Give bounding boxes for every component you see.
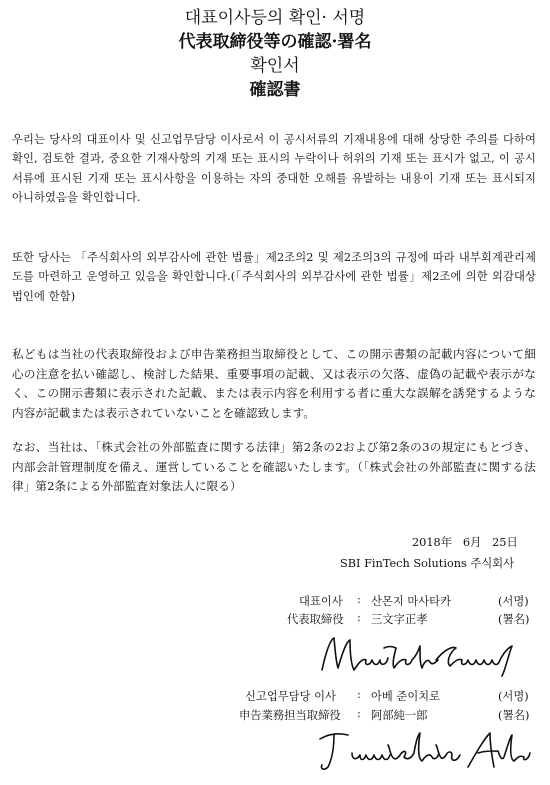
role-label: 신고업무담당 이사 xyxy=(245,690,336,703)
korean-paragraph-1: 우리는 당사의 대표이사 및 신고업무담당 이사로서 이 공시서류의 기재내용에 대해 상당한 주의를 다하여 확인, 검토한 결과, 중요한 기재사항의 기재 또는 표시의 누락이나 허위의 기재 또는 표시가 없고, 이 공시서류에 표시된 기재 또는 표시사항을 이용하는 자의 중대한 오해를 유발하는 내용이 기재 또는 표시되지 아니하였음을 확인합니다. xyxy=(12,133,536,204)
company-name: SBI FinTech Solutions 주식회사 xyxy=(340,557,515,570)
korean-subtitle: 확인서 xyxy=(250,56,300,76)
separator: : xyxy=(357,688,361,701)
handwritten-signature-1 xyxy=(318,632,518,680)
korean-title: 대표이사등의 확인· 서명 xyxy=(184,8,366,28)
signature-mark: (署名) xyxy=(498,613,530,626)
title-block xyxy=(0,6,550,102)
signatory-name: 아베 준이치로 xyxy=(371,690,441,703)
signatory-name: 三文字正孝 xyxy=(371,613,428,626)
signatory-name: 산몬지 마사타카 xyxy=(371,595,451,608)
separator: : xyxy=(357,707,361,720)
signature-mark: (서명) xyxy=(498,595,529,608)
signature-mark: (서명) xyxy=(498,690,529,703)
separator: : xyxy=(357,593,361,606)
role-label: 대표이사 xyxy=(299,595,343,608)
document-date: 2018年 6月 25日 xyxy=(412,536,518,549)
signature-mark: (署名) xyxy=(498,709,530,722)
japanese-title: 代表取締役等の確認·署名 xyxy=(178,32,372,52)
separator: : xyxy=(357,611,361,624)
japanese-paragraph-1: 私どもは当社の代表取締役および申告業務担当取締役として、この開示書類の記載内容について細心の注意を払い確認し、検討した結果、重要事項の記載、又は表示の欠落、虚偽の記載や表示がなく、この開示書類に表示された記載、または表示内容を利用する者に重大な誤解を誘発するような内容が記載または表示されていないことを確認致します。 xyxy=(12,347,536,420)
signatory-name: 阿部純一郎 xyxy=(371,709,428,722)
japanese-subtitle: 確認書 xyxy=(249,80,301,100)
korean-paragraph-2: 또한 당사는 「주식회사의 외부감사에 관한 법률」제2조의2 및 제2조의3의 규정에 따라 내부회계관리제도를 마련하고 운영하고 있음을 확인합니다.(「주식회사의 외부감사에 관한 법률」제2조에 의한 외감대상법인에 한함) xyxy=(12,251,536,303)
japanese-paragraph-2: なお、当社は、「株式会社の外部監査に関する法律」第2条の2および第2条の3の規定にもとづき、内部会計管理制度を備え、運営していることを確認いたします。（「株式会社の外部監査に関する法律」第2条による外部監査対象法人に限る） xyxy=(12,440,536,494)
role-label: 申告業務担当取締役 xyxy=(239,709,341,722)
handwritten-signature-2 xyxy=(318,727,532,777)
role-label: 代表取締役 xyxy=(287,613,344,626)
